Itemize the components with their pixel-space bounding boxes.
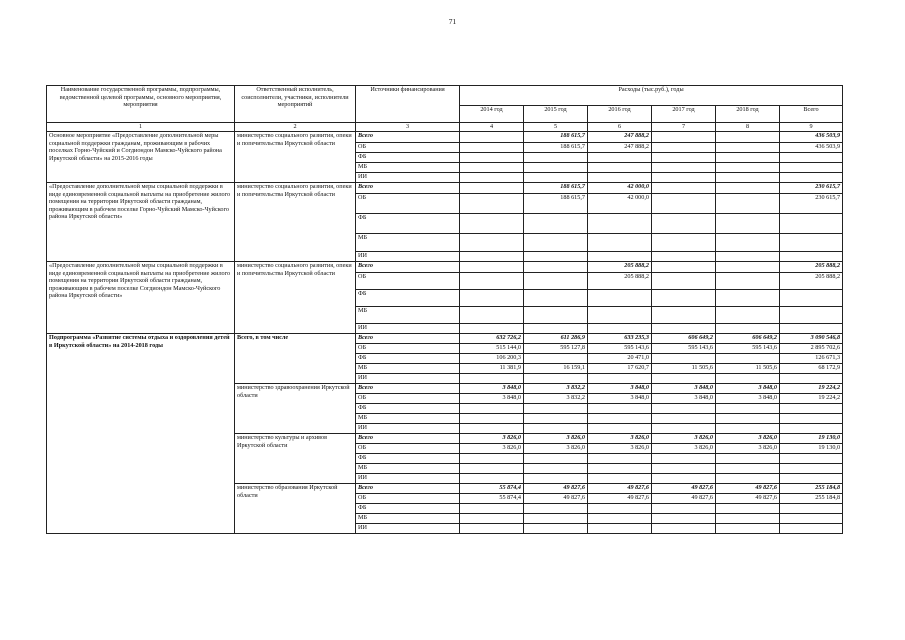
header-year-2017: 2017 год bbox=[652, 106, 716, 123]
amount-cell bbox=[652, 132, 716, 143]
amount-cell bbox=[652, 273, 716, 290]
executor-name: министерство социального развития, опеки и попечительства Иркутской области bbox=[235, 262, 356, 334]
total-amount bbox=[780, 290, 843, 307]
amount-cell bbox=[588, 374, 652, 384]
amount-cell bbox=[652, 153, 716, 163]
header-index-row bbox=[47, 123, 843, 132]
index-cell: 4 bbox=[460, 123, 524, 132]
amount-cell: 247 888,2 bbox=[588, 132, 652, 143]
amount-cell: 188 615,7 bbox=[524, 194, 588, 214]
amount-cell bbox=[524, 354, 588, 364]
funding-source: Всего bbox=[356, 434, 460, 444]
funding-source: МБ bbox=[356, 414, 460, 424]
amount-cell bbox=[716, 424, 780, 434]
amount-cell: 55 874,4 bbox=[460, 494, 524, 504]
total-amount bbox=[780, 234, 843, 252]
amount-cell: 3 826,0 bbox=[524, 434, 588, 444]
amount-cell bbox=[460, 307, 524, 324]
funding-source: Всего bbox=[356, 334, 460, 344]
amount-cell bbox=[652, 143, 716, 153]
amount-cell: 247 888,2 bbox=[588, 143, 652, 153]
total-amount: 68 172,9 bbox=[780, 364, 843, 374]
total-amount: 255 184,8 bbox=[780, 484, 843, 494]
amount-cell bbox=[460, 262, 524, 273]
amount-cell bbox=[652, 454, 716, 464]
amount-cell bbox=[716, 514, 780, 524]
amount-cell bbox=[716, 504, 780, 514]
amount-cell bbox=[588, 153, 652, 163]
amount-cell: 16 159,1 bbox=[524, 364, 588, 374]
amount-cell bbox=[460, 514, 524, 524]
amount-cell: 3 848,0 bbox=[652, 394, 716, 404]
total-amount bbox=[780, 464, 843, 474]
amount-cell: 11 505,6 bbox=[652, 364, 716, 374]
total-amount bbox=[780, 173, 843, 183]
funding-source: ИИ bbox=[356, 524, 460, 534]
amount-cell bbox=[652, 524, 716, 534]
index-cell: 9 bbox=[780, 123, 843, 132]
amount-cell bbox=[460, 504, 524, 514]
funding-source: ИИ bbox=[356, 252, 460, 262]
executor-name: министерство здравоохранения Иркутской области bbox=[235, 384, 356, 434]
amount-cell: 3 826,0 bbox=[652, 434, 716, 444]
funding-source: МБ bbox=[356, 307, 460, 324]
amount-cell bbox=[588, 504, 652, 514]
funding-source: ИИ bbox=[356, 374, 460, 384]
total-amount bbox=[780, 252, 843, 262]
header-year-2015: 2015 год bbox=[524, 106, 588, 123]
total-amount bbox=[780, 474, 843, 484]
amount-cell bbox=[524, 324, 588, 334]
amount-cell: 3 832,2 bbox=[524, 394, 588, 404]
amount-cell bbox=[460, 173, 524, 183]
amount-cell: 3 848,0 bbox=[588, 394, 652, 404]
amount-cell bbox=[716, 414, 780, 424]
program-description: «Предоставление дополнительной меры социальной поддержки в виде единовременной социальной выплаты на приобретение жилого помещения на территории Иркутской области гражданам, проживающим в рабочем поселке Согдиондон Мамско-Чуйского района Иркутской области» bbox=[47, 262, 235, 334]
amount-cell bbox=[524, 214, 588, 234]
amount-cell bbox=[460, 324, 524, 334]
amount-cell bbox=[588, 173, 652, 183]
amount-cell bbox=[716, 194, 780, 214]
amount-cell bbox=[524, 173, 588, 183]
total-amount: 3 090 546,8 bbox=[780, 334, 843, 344]
total-amount bbox=[780, 424, 843, 434]
header-executor: Ответственный исполнитель, соисполнители, участники, исполнители мероприятий bbox=[235, 86, 356, 123]
amount-cell bbox=[716, 354, 780, 364]
amount-cell bbox=[524, 153, 588, 163]
header-year-2018: 2018 год bbox=[716, 106, 780, 123]
funding-source: ФБ bbox=[356, 404, 460, 414]
amount-cell bbox=[524, 273, 588, 290]
amount-cell: 611 286,9 bbox=[524, 334, 588, 344]
amount-cell bbox=[652, 183, 716, 194]
budget-table bbox=[46, 85, 843, 534]
amount-cell bbox=[524, 307, 588, 324]
funding-source: ИИ bbox=[356, 324, 460, 334]
index-cell: 6 bbox=[588, 123, 652, 132]
amount-cell: 3 826,0 bbox=[588, 434, 652, 444]
header-funding-sources: Источники финансирования bbox=[356, 86, 460, 123]
page-number: 71 bbox=[448, 17, 457, 26]
amount-cell bbox=[460, 183, 524, 194]
amount-cell bbox=[652, 404, 716, 414]
total-amount: 19 130,0 bbox=[780, 434, 843, 444]
funding-source: ОБ bbox=[356, 143, 460, 153]
funding-source: ОБ bbox=[356, 194, 460, 214]
amount-cell bbox=[716, 404, 780, 414]
amount-cell: 595 143,6 bbox=[652, 344, 716, 354]
amount-cell bbox=[524, 454, 588, 464]
total-amount: 205 888,2 bbox=[780, 262, 843, 273]
amount-cell: 17 620,7 bbox=[588, 364, 652, 374]
amount-cell: 606 649,2 bbox=[716, 334, 780, 344]
amount-cell bbox=[652, 307, 716, 324]
amount-cell bbox=[652, 414, 716, 424]
amount-cell bbox=[716, 173, 780, 183]
amount-cell bbox=[716, 307, 780, 324]
amount-cell bbox=[524, 424, 588, 434]
amount-cell bbox=[716, 324, 780, 334]
table-row bbox=[47, 132, 843, 143]
amount-cell bbox=[524, 514, 588, 524]
funding-source: МБ bbox=[356, 364, 460, 374]
amount-cell bbox=[460, 474, 524, 484]
amount-cell bbox=[460, 153, 524, 163]
funding-source: ИИ bbox=[356, 474, 460, 484]
total-amount bbox=[780, 307, 843, 324]
amount-cell bbox=[716, 252, 780, 262]
amount-cell bbox=[460, 214, 524, 234]
amount-cell: 3 826,0 bbox=[716, 444, 780, 454]
amount-cell bbox=[588, 252, 652, 262]
amount-cell: 515 144,0 bbox=[460, 344, 524, 354]
funding-source: ФБ bbox=[356, 153, 460, 163]
amount-cell bbox=[588, 414, 652, 424]
amount-cell bbox=[460, 234, 524, 252]
amount-cell: 205 888,2 bbox=[588, 273, 652, 290]
total-amount bbox=[780, 514, 843, 524]
amount-cell bbox=[460, 143, 524, 153]
header-total: Всего bbox=[780, 106, 843, 123]
funding-source: ОБ bbox=[356, 394, 460, 404]
amount-cell: 3 848,0 bbox=[460, 394, 524, 404]
amount-cell bbox=[652, 234, 716, 252]
amount-cell bbox=[460, 424, 524, 434]
amount-cell: 205 888,2 bbox=[588, 262, 652, 273]
amount-cell bbox=[524, 262, 588, 273]
amount-cell: 20 471,0 bbox=[588, 354, 652, 364]
header-program-name: Наименование государственной программы, подпрограммы, ведомственной целевой программы, основного мероприятия, мероприятия bbox=[47, 86, 235, 123]
total-amount: 205 888,2 bbox=[780, 273, 843, 290]
total-amount bbox=[780, 504, 843, 514]
amount-cell bbox=[588, 424, 652, 434]
amount-cell bbox=[652, 214, 716, 234]
amount-cell bbox=[588, 163, 652, 173]
amount-cell bbox=[716, 132, 780, 143]
amount-cell bbox=[716, 273, 780, 290]
amount-cell: 606 649,2 bbox=[652, 334, 716, 344]
amount-cell bbox=[716, 374, 780, 384]
amount-cell bbox=[524, 404, 588, 414]
funding-source: ОБ bbox=[356, 494, 460, 504]
executor-name: министерство социального развития, опеки и попечительства Иркутской области bbox=[235, 183, 356, 262]
amount-cell: 632 726,2 bbox=[460, 334, 524, 344]
amount-cell: 42 000,0 bbox=[588, 194, 652, 214]
total-amount: 230 615,7 bbox=[780, 183, 843, 194]
amount-cell bbox=[652, 474, 716, 484]
amount-cell: 3 848,0 bbox=[588, 384, 652, 394]
funding-source: ОБ bbox=[356, 444, 460, 454]
amount-cell: 3 826,0 bbox=[460, 434, 524, 444]
amount-cell: 3 826,0 bbox=[716, 434, 780, 444]
funding-source: ИИ bbox=[356, 173, 460, 183]
funding-source: ФБ bbox=[356, 454, 460, 464]
total-amount bbox=[780, 163, 843, 173]
amount-cell: 595 143,6 bbox=[588, 344, 652, 354]
amount-cell bbox=[524, 290, 588, 307]
amount-cell: 633 235,3 bbox=[588, 334, 652, 344]
amount-cell: 188 615,7 bbox=[524, 132, 588, 143]
amount-cell bbox=[524, 504, 588, 514]
amount-cell bbox=[588, 324, 652, 334]
amount-cell: 106 200,3 bbox=[460, 354, 524, 364]
amount-cell: 49 827,6 bbox=[716, 484, 780, 494]
index-cell: 5 bbox=[524, 123, 588, 132]
amount-cell bbox=[524, 163, 588, 173]
amount-cell: 49 827,6 bbox=[524, 494, 588, 504]
amount-cell: 3 848,0 bbox=[460, 384, 524, 394]
amount-cell bbox=[460, 290, 524, 307]
header-expenses: Расходы (тыс.руб.), годы bbox=[460, 86, 843, 106]
funding-source: ФБ bbox=[356, 504, 460, 514]
executor-name: министерство образования Иркутской области bbox=[235, 484, 356, 534]
total-amount: 436 503,9 bbox=[780, 143, 843, 153]
funding-source: Всего bbox=[356, 262, 460, 273]
amount-cell bbox=[716, 153, 780, 163]
amount-cell bbox=[716, 262, 780, 273]
funding-source: ИИ bbox=[356, 424, 460, 434]
funding-source: ФБ bbox=[356, 214, 460, 234]
index-cell: 7 bbox=[652, 123, 716, 132]
executor-name: министерство социального развития, опеки и попечительства Иркутской области bbox=[235, 132, 356, 183]
amount-cell bbox=[460, 132, 524, 143]
amount-cell: 3 848,0 bbox=[652, 384, 716, 394]
header-year-2014: 2014 год bbox=[460, 106, 524, 123]
amount-cell bbox=[716, 163, 780, 173]
program-description: Подпрограмма «Развитие системы отдыха и оздоровления детей в Иркутской области» на 2014-2018 годы bbox=[47, 334, 235, 534]
total-amount bbox=[780, 524, 843, 534]
amount-cell bbox=[588, 524, 652, 534]
amount-cell bbox=[652, 163, 716, 173]
index-cell: 8 bbox=[716, 123, 780, 132]
total-amount: 19 130,0 bbox=[780, 444, 843, 454]
amount-cell: 3 826,0 bbox=[524, 444, 588, 454]
index-cell: 1 bbox=[47, 123, 235, 132]
amount-cell bbox=[716, 474, 780, 484]
total-amount: 126 671,3 bbox=[780, 354, 843, 364]
amount-cell bbox=[460, 404, 524, 414]
amount-cell bbox=[524, 524, 588, 534]
total-amount bbox=[780, 454, 843, 464]
amount-cell bbox=[524, 464, 588, 474]
amount-cell bbox=[652, 252, 716, 262]
table-row bbox=[47, 262, 843, 273]
funding-source: Всего bbox=[356, 132, 460, 143]
total-amount bbox=[780, 153, 843, 163]
amount-cell: 49 827,6 bbox=[524, 484, 588, 494]
funding-source: ФБ bbox=[356, 290, 460, 307]
amount-cell bbox=[588, 474, 652, 484]
amount-cell: 3 826,0 bbox=[460, 444, 524, 454]
amount-cell: 11 381,9 bbox=[460, 364, 524, 374]
index-cell: 3 bbox=[356, 123, 460, 132]
funding-source: МБ bbox=[356, 514, 460, 524]
funding-source: Всего bbox=[356, 484, 460, 494]
funding-source: ОБ bbox=[356, 273, 460, 290]
executor-name: министерство культуры и архивов Иркутской области bbox=[235, 434, 356, 484]
amount-cell bbox=[524, 374, 588, 384]
amount-cell bbox=[588, 404, 652, 414]
amount-cell bbox=[652, 424, 716, 434]
table-row bbox=[47, 183, 843, 194]
funding-source: Всего bbox=[356, 183, 460, 194]
amount-cell bbox=[460, 273, 524, 290]
amount-cell bbox=[460, 524, 524, 534]
total-amount: 19 224,2 bbox=[780, 384, 843, 394]
amount-cell bbox=[460, 374, 524, 384]
amount-cell bbox=[460, 163, 524, 173]
total-amount bbox=[780, 214, 843, 234]
amount-cell: 595 127,8 bbox=[524, 344, 588, 354]
total-amount bbox=[780, 414, 843, 424]
total-amount bbox=[780, 404, 843, 414]
amount-cell bbox=[716, 143, 780, 153]
amount-cell bbox=[716, 524, 780, 534]
amount-cell bbox=[588, 214, 652, 234]
table-row bbox=[47, 334, 843, 344]
amount-cell: 11 505,6 bbox=[716, 364, 780, 374]
amount-cell bbox=[716, 214, 780, 234]
amount-cell bbox=[524, 234, 588, 252]
amount-cell: 188 615,7 bbox=[524, 143, 588, 153]
amount-cell: 595 143,6 bbox=[716, 344, 780, 354]
amount-cell bbox=[652, 324, 716, 334]
amount-cell bbox=[460, 414, 524, 424]
amount-cell bbox=[652, 173, 716, 183]
total-amount bbox=[780, 374, 843, 384]
amount-cell: 49 827,6 bbox=[652, 484, 716, 494]
amount-cell bbox=[460, 464, 524, 474]
amount-cell bbox=[716, 183, 780, 194]
amount-cell bbox=[588, 290, 652, 307]
amount-cell bbox=[524, 474, 588, 484]
amount-cell: 3 832,2 bbox=[524, 384, 588, 394]
amount-cell bbox=[524, 252, 588, 262]
amount-cell bbox=[588, 514, 652, 524]
amount-cell bbox=[588, 234, 652, 252]
total-amount: 436 503,9 bbox=[780, 132, 843, 143]
index-cell: 2 bbox=[235, 123, 356, 132]
total-amount: 255 184,8 bbox=[780, 494, 843, 504]
program-description: «Предоставление дополнительной меры социальной поддержки в виде единовременной социальной выплаты на приобретение жилого помещения на территории Иркутской области гражданам, проживающим в рабочем поселке Горно-Чуйский Мамско-Чуйского района Иркутской области» bbox=[47, 183, 235, 262]
total-amount: 2 895 702,6 bbox=[780, 344, 843, 354]
header-row-main bbox=[47, 86, 843, 106]
amount-cell: 49 827,6 bbox=[652, 494, 716, 504]
amount-cell bbox=[588, 454, 652, 464]
amount-cell: 49 827,6 bbox=[588, 484, 652, 494]
amount-cell bbox=[588, 464, 652, 474]
total-amount: 19 224,2 bbox=[780, 394, 843, 404]
amount-cell bbox=[524, 414, 588, 424]
amount-cell bbox=[716, 464, 780, 474]
amount-cell bbox=[588, 307, 652, 324]
amount-cell bbox=[716, 290, 780, 307]
amount-cell: 3 826,0 bbox=[652, 444, 716, 454]
funding-source: МБ bbox=[356, 464, 460, 474]
amount-cell: 49 827,6 bbox=[588, 494, 652, 504]
amount-cell bbox=[652, 290, 716, 307]
amount-cell: 49 827,6 bbox=[716, 494, 780, 504]
funding-source: ФБ bbox=[356, 354, 460, 364]
amount-cell bbox=[652, 354, 716, 364]
amount-cell bbox=[652, 504, 716, 514]
amount-cell: 3 848,0 bbox=[716, 384, 780, 394]
amount-cell bbox=[716, 234, 780, 252]
amount-cell bbox=[652, 194, 716, 214]
funding-source: Всего bbox=[356, 384, 460, 394]
amount-cell: 42 000,0 bbox=[588, 183, 652, 194]
amount-cell bbox=[460, 252, 524, 262]
executor-name: Всего, в том числе bbox=[235, 334, 356, 384]
amount-cell bbox=[652, 262, 716, 273]
amount-cell bbox=[652, 514, 716, 524]
amount-cell: 188 615,7 bbox=[524, 183, 588, 194]
amount-cell bbox=[460, 194, 524, 214]
program-description: Основное мероприятие «Предоставление дополнительной меры социальной поддержки гражданам, проживающим в рабочих поселках Горно-Чуйский и Согдиондон Мамско-Чуйского района Иркутской области» на 2015-2016 годы bbox=[47, 132, 235, 183]
funding-source: МБ bbox=[356, 234, 460, 252]
header-year-2016: 2016 год bbox=[588, 106, 652, 123]
funding-source: МБ bbox=[356, 163, 460, 173]
amount-cell: 3 826,0 bbox=[588, 444, 652, 454]
funding-source: ОБ bbox=[356, 344, 460, 354]
amount-cell bbox=[652, 464, 716, 474]
amount-cell: 55 874,4 bbox=[460, 484, 524, 494]
amount-cell bbox=[460, 454, 524, 464]
total-amount: 230 615,7 bbox=[780, 194, 843, 214]
amount-cell: 3 848,0 bbox=[716, 394, 780, 404]
amount-cell bbox=[652, 374, 716, 384]
amount-cell bbox=[716, 454, 780, 464]
total-amount bbox=[780, 324, 843, 334]
